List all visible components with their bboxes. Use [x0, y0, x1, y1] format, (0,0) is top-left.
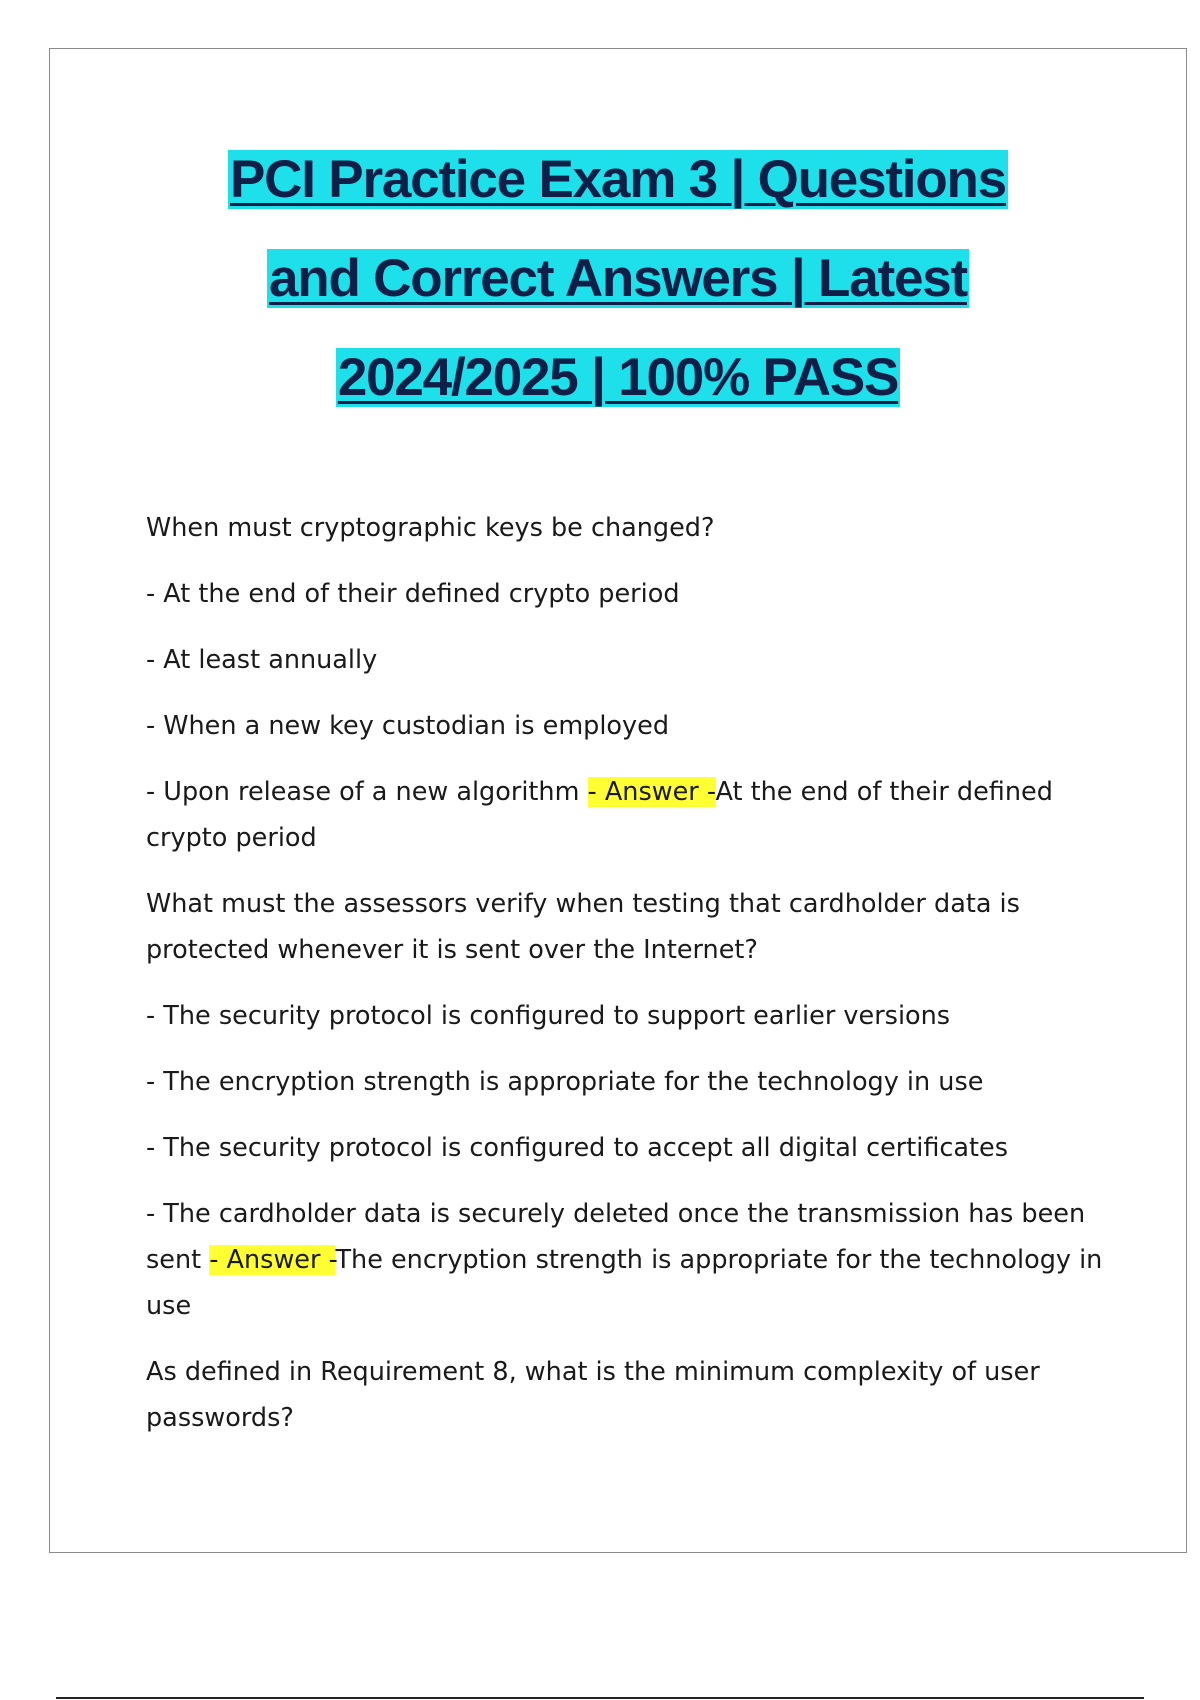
- question-3: As defined in Requirement 8, what is the minimum complexity of user passwords?: [146, 1357, 1040, 1433]
- q2-option-1: - The security protocol is configured to support earlier versions: [146, 1001, 951, 1031]
- q1-answer: At the end of their defined crypto period: [146, 777, 1053, 853]
- q2-option-2: - The encryption strength is appropriate for the technology in use: [146, 1067, 984, 1097]
- q2-option-3: - The security protocol is configured to accept all digital certificates: [146, 1133, 1009, 1163]
- q1-option-1: - At the end of their defined crypto period: [146, 579, 680, 609]
- title-line-1: PCI Practice Exam 3 | Questions: [230, 150, 1006, 209]
- document-title: [49, 130, 1187, 427]
- q1-option-4: - Upon release of a new algorithm: [146, 777, 588, 807]
- q1-option-2: - At least annually: [146, 645, 378, 675]
- document-body: [146, 505, 1106, 1461]
- question-2: What must the assessors verify when testing that cardholder data is protected whenever it is sent over the Internet?: [146, 889, 1020, 965]
- answer-marker-highlight: - Answer -: [209, 1245, 336, 1275]
- q2-option-4-with-answer: [146, 1191, 1106, 1329]
- bottom-divider: [56, 1697, 1144, 1699]
- q2-option-4: - The cardholder data is securely deleted once the transmission has been sent: [146, 1199, 1086, 1275]
- title-line-2: and Correct Answers | Latest: [269, 249, 967, 308]
- q2-answer: The encryption strength is appropriate for the technology in use: [146, 1245, 1103, 1321]
- q1-option-3: - When a new key custodian is employed: [146, 711, 669, 741]
- answer-marker-highlight: - Answer -: [587, 777, 716, 807]
- question-1: When must cryptographic keys be changed?: [146, 513, 715, 543]
- q1-option-4-with-answer: [146, 769, 1106, 861]
- title-line-3: 2024/2025 | 100% PASS: [337, 348, 899, 407]
